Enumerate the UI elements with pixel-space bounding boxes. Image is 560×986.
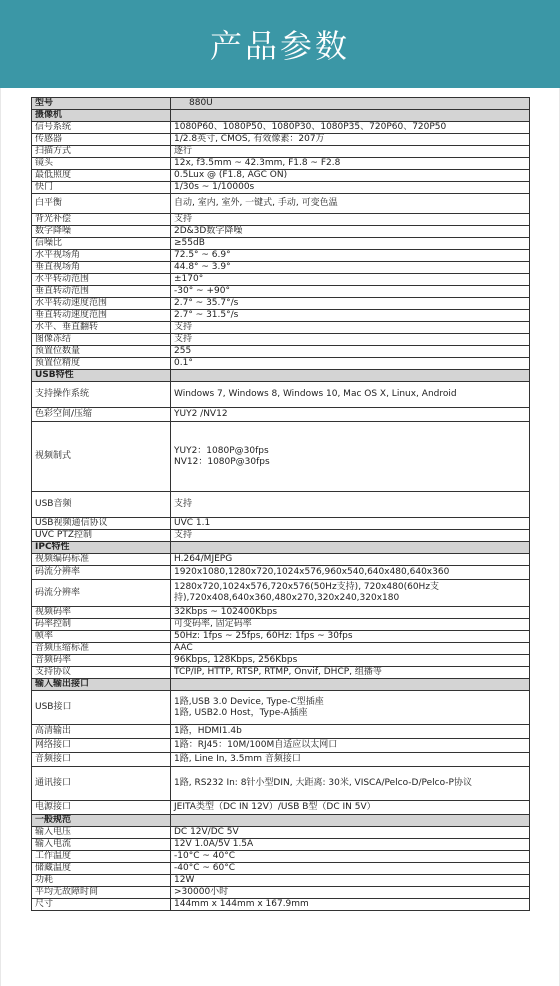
table-row bbox=[32, 226, 530, 238]
table-row bbox=[32, 194, 530, 214]
spec-label: 码流分辨率 bbox=[32, 580, 171, 607]
spec-label: 输入电压 bbox=[32, 827, 171, 839]
spec-value: -40°C ~ 60°C bbox=[171, 863, 530, 875]
spec-value: 50Hz: 1fps ~ 25fps, 60Hz: 1fps ~ 30fps bbox=[171, 631, 530, 643]
spec-label: 视频制式 bbox=[32, 422, 171, 492]
spec-value: JEITA类型（DC IN 12V）/USB B型（DC IN 5V） bbox=[171, 801, 530, 815]
spec-label: 视频码率 bbox=[32, 607, 171, 619]
spec-label: 水平、垂直翻转 bbox=[32, 322, 171, 334]
spec-value bbox=[171, 815, 530, 827]
page-title: 产品参数 bbox=[209, 27, 350, 65]
table-row bbox=[32, 310, 530, 322]
spec-value bbox=[171, 679, 530, 691]
table-row bbox=[32, 580, 530, 607]
spec-value: YUY2：1080P@30fps NV12：1080P@30fps bbox=[171, 422, 530, 492]
table-row bbox=[32, 839, 530, 851]
spec-value: 自动, 室内, 室外, 一键式, 手动, 可变色温 bbox=[171, 194, 530, 214]
spec-value: 可变码率, 固定码率 bbox=[171, 619, 530, 631]
spec-label: 支持协议 bbox=[32, 667, 171, 679]
spec-value bbox=[171, 370, 530, 382]
spec-label: 图像冻结 bbox=[32, 334, 171, 346]
table-row bbox=[32, 530, 530, 542]
spec-label: 网络接口 bbox=[32, 739, 171, 753]
frame-left-border bbox=[0, 88, 1, 986]
spec-value: 支持 bbox=[171, 334, 530, 346]
table-row bbox=[32, 899, 530, 911]
spec-label: 工作温度 bbox=[32, 851, 171, 863]
spec-value: 1/2.8英寸, CMOS, 有效像素：207万 bbox=[171, 134, 530, 146]
spec-value: 逐行 bbox=[171, 146, 530, 158]
section-header-row bbox=[32, 542, 530, 554]
spec-label: 音频压缩标准 bbox=[32, 643, 171, 655]
table-row bbox=[32, 739, 530, 753]
spec-value: 1路, RS232 In: 8针小型DIN, 大距离: 30米, VISCA/Pelco-D/Pelco-P协议 bbox=[171, 767, 530, 801]
spec-label: 白平衡 bbox=[32, 194, 171, 214]
spec-label: 色彩空间/压缩 bbox=[32, 408, 171, 422]
spec-label: 音频接口 bbox=[32, 753, 171, 767]
spec-value bbox=[171, 110, 530, 122]
spec-value: 12V 1.0A/5V 1.5A bbox=[171, 839, 530, 851]
spec-label: USB视频通信协议 bbox=[32, 518, 171, 530]
table-row bbox=[32, 691, 530, 725]
table-row bbox=[32, 631, 530, 643]
spec-label: 垂直转动速度范围 bbox=[32, 310, 171, 322]
spec-label: 帧率 bbox=[32, 631, 171, 643]
section-header-row bbox=[32, 98, 530, 110]
spec-label: 信号系统 bbox=[32, 122, 171, 134]
spec-value: 72.5° ~ 6.9° bbox=[171, 250, 530, 262]
spec-value: 96Kbps, 128Kbps, 256Kbps bbox=[171, 655, 530, 667]
table-row bbox=[32, 655, 530, 667]
section-title: 摄像机 bbox=[32, 110, 171, 122]
spec-value: 1路，HDMI1.4b bbox=[171, 725, 530, 739]
table-row bbox=[32, 851, 530, 863]
spec-value: YUY2 /NV12 bbox=[171, 408, 530, 422]
section-header-row bbox=[32, 110, 530, 122]
section-title: 一般规范 bbox=[32, 815, 171, 827]
spec-value: ±170° bbox=[171, 274, 530, 286]
table-row bbox=[32, 286, 530, 298]
table-row bbox=[32, 667, 530, 679]
spec-label: 尺寸 bbox=[32, 899, 171, 911]
spec-label: 数字降噪 bbox=[32, 226, 171, 238]
table-row bbox=[32, 492, 530, 518]
spec-value: ≥55dB bbox=[171, 238, 530, 250]
section-title: 型号 bbox=[32, 98, 171, 110]
section-header-row bbox=[32, 370, 530, 382]
table-row bbox=[32, 875, 530, 887]
table-row bbox=[32, 346, 530, 358]
spec-label: 电源接口 bbox=[32, 801, 171, 815]
spec-label: 传感器 bbox=[32, 134, 171, 146]
spec-label: 水平转动范围 bbox=[32, 274, 171, 286]
table-row bbox=[32, 134, 530, 146]
section-header-row bbox=[32, 679, 530, 691]
spec-label: 高清输出 bbox=[32, 725, 171, 739]
spec-label: 水平转动速度范围 bbox=[32, 298, 171, 310]
table-row bbox=[32, 322, 530, 334]
spec-label: USB接口 bbox=[32, 691, 171, 725]
table-row bbox=[32, 298, 530, 310]
spec-value: >30000小时 bbox=[171, 887, 530, 899]
spec-label: 镜头 bbox=[32, 158, 171, 170]
table-row bbox=[32, 753, 530, 767]
spec-label: 扫描方式 bbox=[32, 146, 171, 158]
table-row bbox=[32, 182, 530, 194]
spec-label: 背光补偿 bbox=[32, 214, 171, 226]
spec-value: 1280x720,1024x576,720x576(50Hz支持), 720x480(60Hz支持),720x408,640x360,480x270,320x240,320x180 bbox=[171, 580, 530, 607]
spec-label: 水平视场角 bbox=[32, 250, 171, 262]
section-title: IPC特性 bbox=[32, 542, 171, 554]
spec-value: 1路：RJ45：10M/100M自适应以太网口 bbox=[171, 739, 530, 753]
spec-value: 12W bbox=[171, 875, 530, 887]
table-row bbox=[32, 566, 530, 580]
spec-value: TCP/IP, HTTP, RTSP, RTMP, Onvif, DHCP, 组播等 bbox=[171, 667, 530, 679]
spec-value: 支持 bbox=[171, 214, 530, 226]
spec-value: H.264/MJEPG bbox=[171, 554, 530, 566]
table-row bbox=[32, 801, 530, 815]
table-row bbox=[32, 518, 530, 530]
section-header-row bbox=[32, 815, 530, 827]
spec-label: 码率控制 bbox=[32, 619, 171, 631]
table-row bbox=[32, 408, 530, 422]
table-row bbox=[32, 554, 530, 566]
table-row bbox=[32, 358, 530, 370]
spec-value: 32Kbps ~ 102400Kbps bbox=[171, 607, 530, 619]
spec-value: 2D&3D数字降噪 bbox=[171, 226, 530, 238]
spec-label: UVC PTZ控制 bbox=[32, 530, 171, 542]
spec-value: 支持 bbox=[171, 530, 530, 542]
table-row bbox=[32, 382, 530, 408]
spec-value: 1路,USB 3.0 Device, Type-C型插座 1路, USB2.0 Host，Type-A插座 bbox=[171, 691, 530, 725]
table-row bbox=[32, 122, 530, 134]
table-row bbox=[32, 262, 530, 274]
spec-value: 1/30s ~ 1/10000s bbox=[171, 182, 530, 194]
spec-value: UVC 1.1 bbox=[171, 518, 530, 530]
table-row bbox=[32, 863, 530, 875]
table-row bbox=[32, 214, 530, 226]
table-row bbox=[32, 158, 530, 170]
spec-value: 12x, f3.5mm ~ 42.3mm, F1.8 ~ F2.8 bbox=[171, 158, 530, 170]
table-row bbox=[32, 767, 530, 801]
spec-value: 44.8° ~ 3.9° bbox=[171, 262, 530, 274]
table-row bbox=[32, 607, 530, 619]
page-header bbox=[0, 0, 560, 88]
spec-label: 垂直视场角 bbox=[32, 262, 171, 274]
spec-value: -30° ~ +90° bbox=[171, 286, 530, 298]
spec-label: 音频码率 bbox=[32, 655, 171, 667]
table-row bbox=[32, 250, 530, 262]
table-row bbox=[32, 146, 530, 158]
spec-value: 1920x1080,1280x720,1024x576,960x540,640x480,640x360 bbox=[171, 566, 530, 580]
spec-value: 255 bbox=[171, 346, 530, 358]
table-row bbox=[32, 643, 530, 655]
spec-value: 0.1° bbox=[171, 358, 530, 370]
spec-table bbox=[31, 97, 530, 911]
section-title: 输入输出接口 bbox=[32, 679, 171, 691]
spec-value: AAC bbox=[171, 643, 530, 655]
spec-label: 支持操作系统 bbox=[32, 382, 171, 408]
spec-label: 预置位精度 bbox=[32, 358, 171, 370]
spec-value: DC 12V/DC 5V bbox=[171, 827, 530, 839]
spec-value: 支持 bbox=[171, 492, 530, 518]
spec-label: 码流分辨率 bbox=[32, 566, 171, 580]
spec-value: 支持 bbox=[171, 322, 530, 334]
spec-value: 0.5Lux @ (F1.8, AGC ON) bbox=[171, 170, 530, 182]
spec-label: 快门 bbox=[32, 182, 171, 194]
spec-label: 平均无故障时间 bbox=[32, 887, 171, 899]
spec-label: 通讯接口 bbox=[32, 767, 171, 801]
spec-label: 输入电流 bbox=[32, 839, 171, 851]
spec-value: 1080P60、1080P50、1080P30、1080P35、720P60、720P50 bbox=[171, 122, 530, 134]
spec-label: 储藏温度 bbox=[32, 863, 171, 875]
spec-label: 功耗 bbox=[32, 875, 171, 887]
table-row bbox=[32, 887, 530, 899]
table-row bbox=[32, 170, 530, 182]
spec-value: 144mm x 144mm x 167.9mm bbox=[171, 899, 530, 911]
table-row bbox=[32, 334, 530, 346]
spec-value: 1路, Line In, 3.5mm 音频接口 bbox=[171, 753, 530, 767]
spec-table-body bbox=[32, 98, 530, 911]
spec-value: 880U bbox=[171, 98, 530, 110]
spec-value: 2.7° ~ 31.5°/s bbox=[171, 310, 530, 322]
spec-label: 垂直转动范围 bbox=[32, 286, 171, 298]
table-row bbox=[32, 619, 530, 631]
table-row bbox=[32, 725, 530, 739]
spec-value: -10°C ~ 40°C bbox=[171, 851, 530, 863]
table-row bbox=[32, 422, 530, 492]
section-title: USB特性 bbox=[32, 370, 171, 382]
spec-value bbox=[171, 542, 530, 554]
spec-label: 信噪比 bbox=[32, 238, 171, 250]
spec-value: 2.7° ~ 35.7°/s bbox=[171, 298, 530, 310]
table-row bbox=[32, 827, 530, 839]
spec-label: 预置位数量 bbox=[32, 346, 171, 358]
spec-label: 最低照度 bbox=[32, 170, 171, 182]
table-row bbox=[32, 274, 530, 286]
spec-label: 视频编码标准 bbox=[32, 554, 171, 566]
spec-label: USB音频 bbox=[32, 492, 171, 518]
table-row bbox=[32, 238, 530, 250]
spec-value: Windows 7, Windows 8, Windows 10, Mac OS X, Linux, Android bbox=[171, 382, 530, 408]
